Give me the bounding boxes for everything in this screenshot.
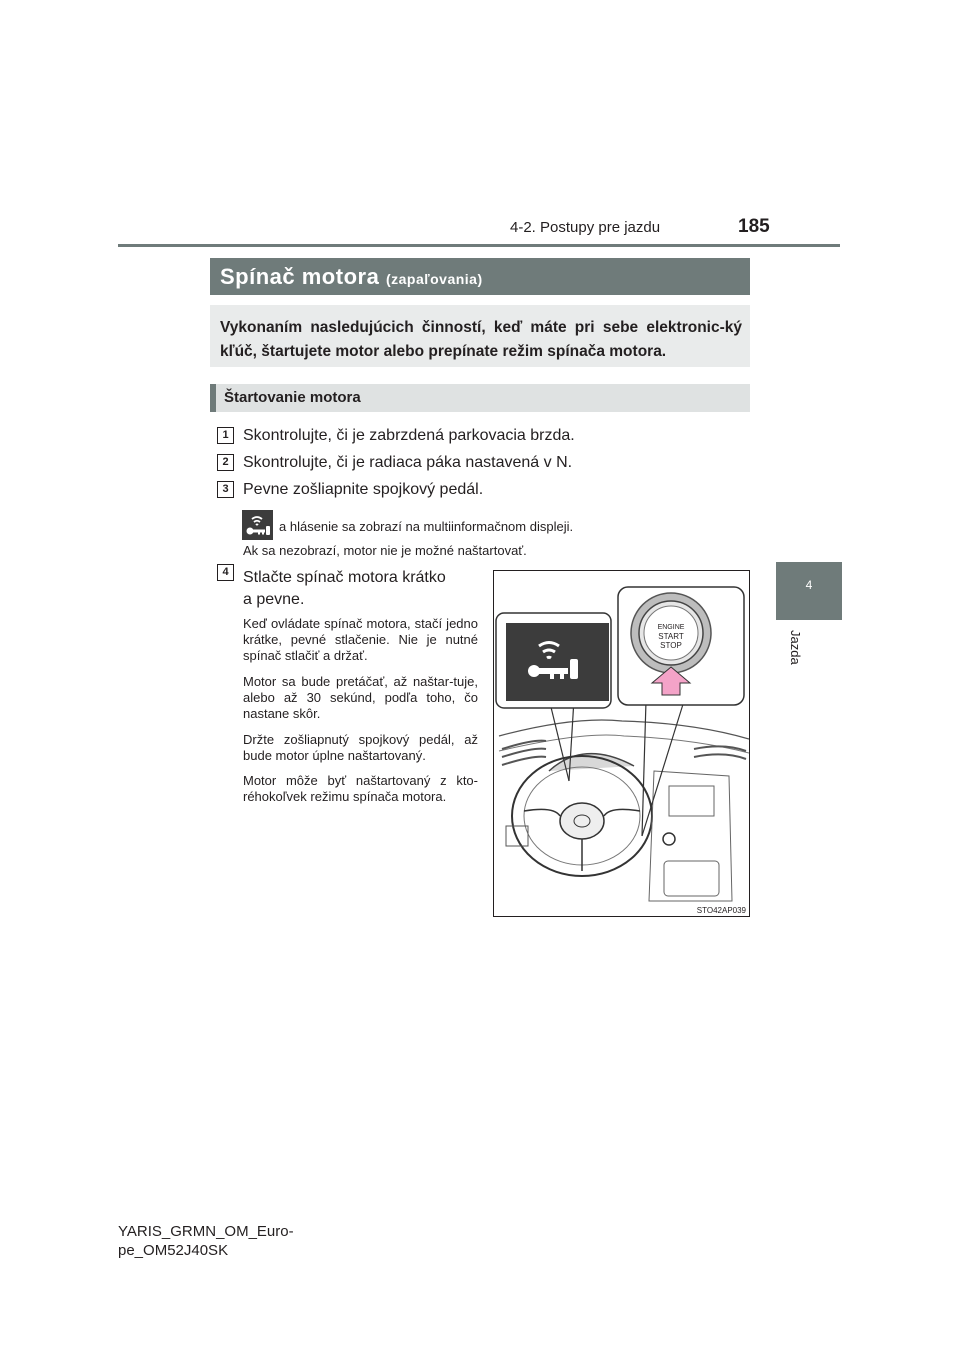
- subsection-bar: [210, 384, 750, 412]
- paragraph-3: Držte zošliapnutý spojkový pedál, až bude motor úplne naštartovaný.: [243, 732, 478, 763]
- intro-text: Vykonaním nasledujúcich činností, keď máte pri sebe elektronic-ký kľúč, štartujete motor alebo prepínate režim spínača motora.: [220, 319, 742, 360]
- step-text-3: Pevne zošliapnite spojkový pedál.: [243, 481, 484, 498]
- chapter-tab-label: Jazda: [788, 630, 803, 665]
- paragraph-1: Keď ovládate spínač motora, stačí jedno krátke, pevné stlačenie. Nie je nutné spínač stlačiť a držať.: [243, 616, 478, 663]
- step-text-4: [243, 567, 478, 611]
- step-number-2: 2: [217, 454, 234, 471]
- footer-line-2: pe_OM52J40SK: [118, 1242, 229, 1259]
- footer-line-1: YARIS_GRMN_OM_Euro-: [118, 1223, 294, 1240]
- step-number-1: 1: [217, 427, 234, 444]
- paragraph-2: Motor sa bude pretáčať, až naštar-tuje, alebo až 30 sekúnd, podľa toho, čo nastane skôr.: [243, 674, 478, 721]
- dashboard-illustration: [493, 570, 750, 917]
- figure-code: STO42AP039: [696, 906, 746, 915]
- section-title: [220, 264, 483, 290]
- section-title-sub: (zapaľovania): [385, 271, 483, 287]
- document-footer: [118, 1222, 294, 1260]
- header-rule: [118, 244, 840, 247]
- step-text-2: Skontrolujte, či je radiaca páka nastavená v N.: [243, 454, 573, 471]
- subsection-title: Štartovanie motora: [224, 389, 361, 406]
- step-text-4-line2: a pevne.: [243, 591, 305, 608]
- step-number-3: 3: [217, 481, 234, 498]
- button-label-start: START: [658, 632, 684, 641]
- note-line-1: a hlásenie sa zobrazí na multiinformačnom displeji.: [279, 519, 574, 534]
- step-text-1: Skontrolujte, či je zabrzdená parkovacia brzda.: [243, 427, 575, 444]
- section-title-main: Spínač motora: [220, 264, 380, 289]
- section-reference: 4-2. Postupy pre jazdu: [510, 219, 661, 236]
- key-indicator-icon: [242, 510, 273, 540]
- note-line-2: Ak sa nezobrazí, motor nie je možné naštartovať.: [243, 543, 527, 558]
- page-number: 185: [738, 216, 770, 237]
- step-text-4-line1: Stlačte spínač motora krátko: [243, 569, 446, 586]
- section-title-bar: [210, 258, 750, 295]
- button-label-engine: ENGINE: [657, 624, 685, 631]
- chapter-tab-number: 4: [805, 578, 813, 592]
- step-number-4: 4: [217, 564, 234, 581]
- button-label-stop: STOP: [660, 641, 682, 650]
- paragraph-4: Motor môže byť naštartovaný z kto-réhokoľvek režimu spínača motora.: [243, 773, 478, 804]
- intro-box: [210, 305, 750, 367]
